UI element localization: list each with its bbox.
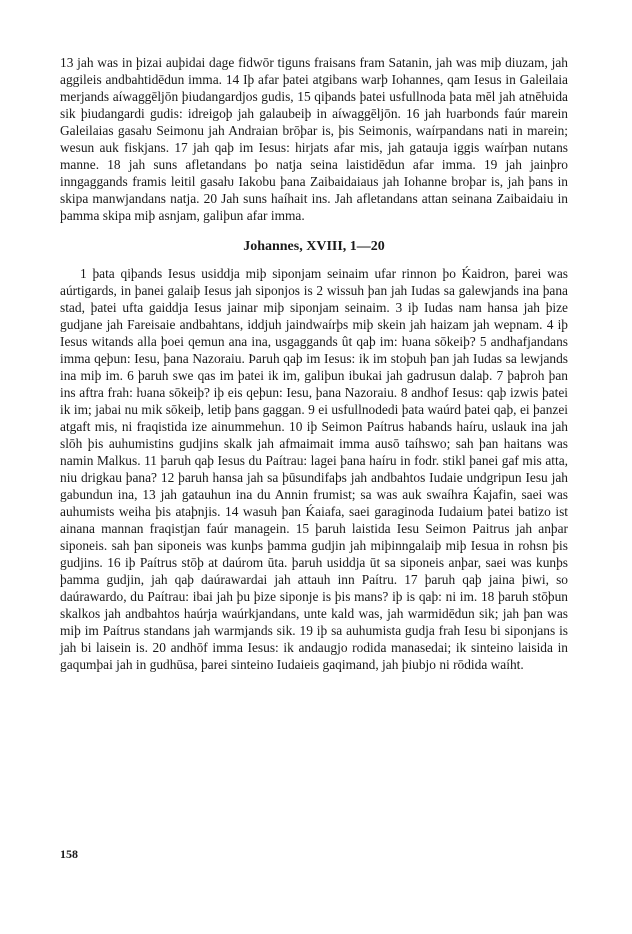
page-body [60, 54, 568, 673]
page-number: 158 [60, 847, 78, 861]
text-section-mark-1: 13 jah was in þizai auþidai dage fidwōr tiguns fraisans fram Satanin, jah was miþ diuzam, jah aggileis andbahtidēdun imma. 14 Iþ afar þatei atgibans warþ Iohannes, qam Iesus in Galeilaia merjands aíwaggēljōn þiudangardjos gudis, 15 qiþands þatei usfullnoda þata mēl jah atnēƕida sik þiudangardi gudis: idreigoþ jah galaubeiþ in aíwaggēljōn. 16 jah ƕarbonds faúr marein Galeilaias gasaƕ Seimonu jah Andraian brōþar is, þis Seimonis, waírpandans nati in marein; wesun auk fiskjans. 17 jah qaþ im Iesus: hirjats afar mis, jah gatauja iggis waírþan nutans manne. 18 jah suns afletandans þo natja seina laistidēdun afar imma. 19 jah jainþro inngaggands framis leitil gasaƕ Iakobu þana Zaibaidaiaus jah Iohanne broþar is, jah þans in skipa manwjandans natja. 20 Jah suns haíhait ins. Jah afletandans attan seinana Zaibaidaiu in þamma skipa miþ asnjam, galiþun afar imma. [60, 55, 568, 223]
section-heading: Johannes, XVIII, 1—20 [243, 239, 385, 254]
text-section-john-18: 1 þata qiþands Iesus usiddja miþ siponjam seinaim ufar rinnon þo Ḱaidron, þarei was aúrtigards, in þanei galaiþ Iesus jah siponjos is 2 wissuh þan jah Iudas sa galewjands ina þana stad, þatei ufta gaiddja Iesus jainar miþ siponjam seinaim. 3 iþ Iudas nam hansa jah þize gudjane jah Fareisaie andbahtans, iddjuh jaindwaírþs miþ skein jah haizam jah wepnam. 4 iþ Iesus witands alla þoei qemun ana ina, usgaggands ût qaþ im: ƕana sōkeiþ? 5 andhafjandans imma qeþun: Iesu, þana Nazoraiu. Þaruh qaþ im Iesus: ik im stoþuh þan jah Iudas sa lewjands ina miþ im. 6 þaruh swe qas im þatei ik im, galiþun ibukai jah gadrusun dalaþ. 7 þaþroh þan ins aftra frah: ƕana sōkeiþ? iþ eis qeþun: Iesu, þana Nazoraiu. 8 andhof Iesus: qaþ izwis þatei ik im; jabai nu mik sōkeiþ, letiþ þans gaggan. 9 ei usfullnodedi þata waúrd þatei qaþ, ei þanzei atgaft mis, ni fraqistida ize ainummehun. 10 iþ Seimon Paítrus habands haíru, uslauk ina jah slōh þis auhumistins gudjins skalk jah afmaimait imma ausō taíhswo; sah þan haitans was namin Malkus. 11 þaruh qaþ Iesus du Paítrau: lagei þana haíru in fodr. stikl þanei gaf mis atta, niu drigkau þana? 12 þaruh hansa jah sa þūsundifaþs jah andbahtos Iudaie undgripun Iesu jah gabundun ina, 13 jah gatauhun ina du Annin frumist; sa was auk swaíhra Ḱajafin, saei was auhumists weiha þis ataþnjis. 14 wasuh þan Ḱaiafa, saei garaginoda Iudaium þatei batizo ist ainana mannan fraqistjan faúr managein. 15 þaruh laistida Iesu Seimon Paitrus jah anþar siponeis. sah þan siponeis was kunþs þamma gudjin jah miþinngalaiþ miþ Iesua in rohsn þis gudjins. 16 iþ Paítrus stōþ at daúrom ūta. þaruh usiddja ūt sa siponeis anþar, saei was kunþs þamma gudjin, jah qaþ daúrawardai jah attauh inn Paítru. 17 þaruh qaþ jaina þiwi, so daúrawardo, du Paítrau: ibai jah þu þize siponje is þis mans? iþ is qaþ: ni im. 18 þaruh stōþun skalkos jah andbahtos haúrja waúrkjandans, unte kald was, jah warmidēdun sik; jah þan was miþ im Paítrus standans jah warmjands sik. 19 iþ sa auhumista gudja frah Iesu bi siponjans is jah bi laisein is. 20 andhōf imma Iesus: ik andaugjo rodida manasedai; ik sinteino laisida in gaqumþai jah in gudhūsa, þarei sinteino Iudaieis gaqimand, jah þiubjo ni rōdida waíht. [60, 266, 568, 672]
